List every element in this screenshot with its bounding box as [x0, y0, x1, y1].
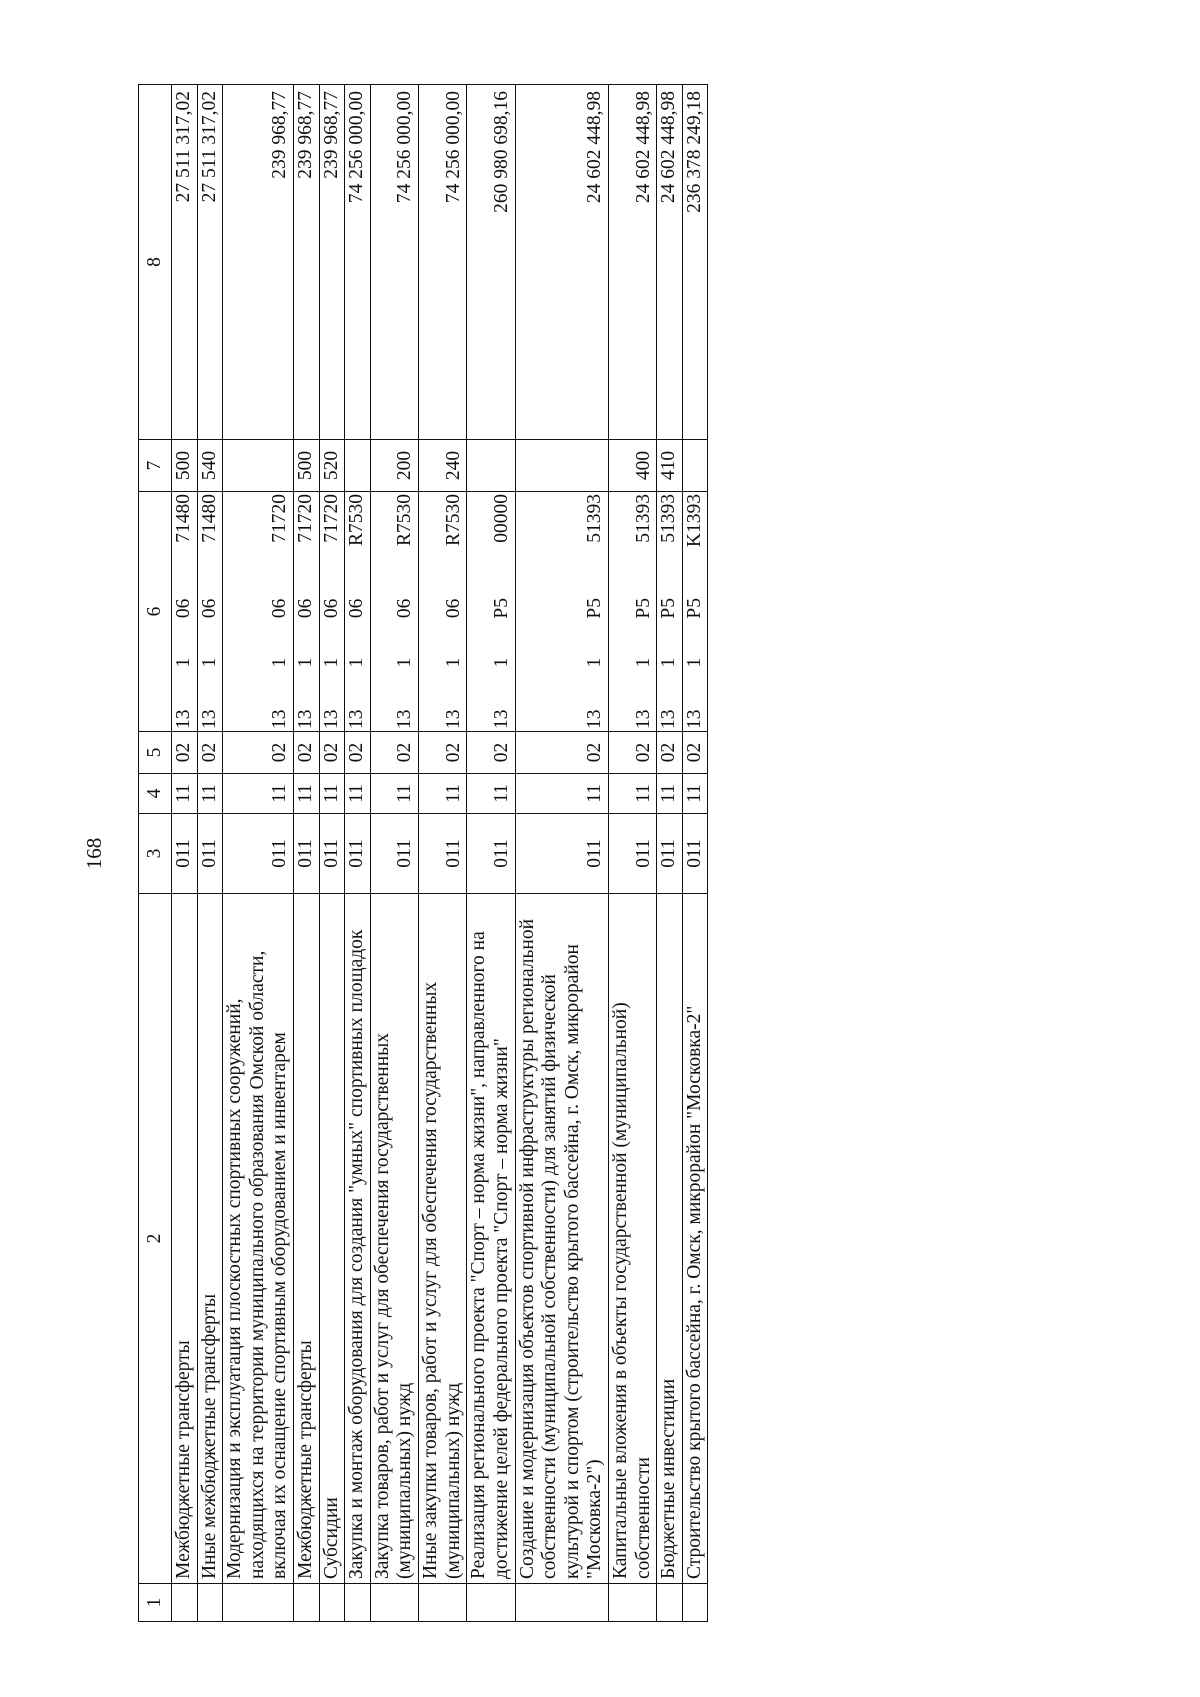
- target-article-cell: [608, 492, 656, 732]
- table-row: [172, 85, 198, 1622]
- header-col-7: 7: [139, 440, 172, 492]
- amount-cell: 236 378 249,18: [682, 85, 708, 440]
- subsection-code-cell: 02: [682, 732, 708, 774]
- target-article-cell: [682, 492, 708, 732]
- code-part: 06: [394, 598, 416, 619]
- section-code-cell: 11: [345, 774, 371, 814]
- expense-type-cell: 500: [294, 440, 320, 492]
- code-part: 1: [658, 657, 680, 668]
- amount-cell: 260 980 698,16: [467, 85, 515, 440]
- amount-cell: 27 511 317,02: [197, 85, 223, 440]
- row-number-cell: [197, 1584, 223, 1622]
- code-part: 13: [442, 709, 464, 729]
- header-col-1: 1: [139, 1584, 172, 1622]
- table-row: [608, 85, 656, 1622]
- amount-cell: 24 602 448,98: [608, 85, 656, 440]
- code-part: 06: [320, 598, 342, 619]
- code-part: 1: [269, 657, 291, 668]
- target-article-cell: [370, 492, 418, 732]
- row-name-cell: Строительство крытого бассейна, г. Омск, микрорайон "Московка-2": [682, 894, 708, 1584]
- target-article-code: [199, 494, 222, 729]
- target-article-code: [346, 494, 369, 729]
- code-part: 13: [346, 709, 368, 729]
- row-number-cell: [172, 1584, 198, 1622]
- header-col-8: 8: [139, 85, 172, 440]
- code-part: 51393: [632, 494, 654, 543]
- code-part: 06: [269, 598, 291, 619]
- code-part: 06: [346, 598, 368, 619]
- subsection-code-cell: 02: [608, 732, 656, 774]
- code-part: 06: [173, 598, 194, 619]
- target-article-code: [269, 494, 292, 729]
- amount-cell: 24 602 448,98: [657, 85, 683, 440]
- ministry-code-cell: 011: [197, 814, 223, 894]
- subsection-code-cell: 02: [223, 732, 294, 774]
- expense-type-cell: 400: [608, 440, 656, 492]
- row-number-cell: [223, 1584, 294, 1622]
- row-number-cell: [370, 1584, 418, 1622]
- code-part: P5: [584, 598, 606, 619]
- table-row: [515, 85, 608, 1622]
- amount-cell: 239 968,77: [294, 85, 320, 440]
- expense-type-cell: 240: [419, 440, 467, 492]
- section-code-cell: 11: [223, 774, 294, 814]
- subsection-code-cell: 02: [657, 732, 683, 774]
- expense-type-cell: 410: [657, 440, 683, 492]
- target-article-cell: [467, 492, 515, 732]
- table-row: [294, 85, 320, 1622]
- code-part: 51393: [584, 494, 606, 543]
- section-code-cell: 11: [294, 774, 320, 814]
- ministry-code-cell: 011: [419, 814, 467, 894]
- subsection-code-cell: 02: [172, 732, 198, 774]
- code-part: R7530: [346, 494, 368, 547]
- row-number-cell: [467, 1584, 515, 1622]
- table-header-row: [139, 85, 172, 1622]
- target-article-cell: [345, 492, 371, 732]
- row-number-cell: [294, 1584, 320, 1622]
- code-part: 13: [320, 709, 342, 729]
- expense-type-cell: [467, 440, 515, 492]
- header-col-4: 4: [139, 774, 172, 814]
- code-part: 1: [683, 657, 705, 668]
- table-body: [172, 85, 708, 1622]
- target-article-cell: [657, 492, 683, 732]
- target-article-code: [295, 494, 318, 729]
- code-part: R7530: [394, 494, 416, 547]
- section-code-cell: 11: [319, 774, 345, 814]
- table-row: [223, 85, 294, 1622]
- code-part: 06: [198, 598, 220, 619]
- target-article-cell: [319, 492, 345, 732]
- subsection-code-cell: 02: [345, 732, 371, 774]
- target-article-code: [443, 494, 466, 729]
- row-name-cell: Модернизация и эксплуатация плоскостных спортивных сооружений, находящихся на территории муниципального образования Омской области, включая их оснащение спортивным оборудованием и инвентарем: [223, 894, 294, 1584]
- row-number-cell: [345, 1584, 371, 1622]
- target-article-code: [684, 494, 707, 729]
- expense-type-cell: [223, 440, 294, 492]
- target-article-code: [321, 494, 344, 729]
- subsection-code-cell: 02: [467, 732, 515, 774]
- code-part: 1: [173, 657, 194, 668]
- header-col-5: 5: [139, 732, 172, 774]
- target-article-code: [633, 494, 656, 729]
- code-part: 71480: [198, 494, 220, 543]
- code-part: R7530: [442, 494, 464, 547]
- ministry-code-cell: 011: [223, 814, 294, 894]
- section-code-cell: 11: [682, 774, 708, 814]
- code-part: 13: [198, 709, 220, 729]
- table-row: [319, 85, 345, 1622]
- section-code-cell: 11: [657, 774, 683, 814]
- expense-type-cell: [345, 440, 371, 492]
- page-number: 168: [82, 837, 106, 870]
- code-part: 06: [295, 598, 317, 619]
- row-number-cell: [419, 1584, 467, 1622]
- code-part: 1: [320, 657, 342, 668]
- code-part: P5: [632, 598, 654, 619]
- row-name-cell: Капитальные вложения в объекты государственной (муниципальной) собственности: [608, 894, 656, 1584]
- target-article-code: [491, 494, 514, 729]
- ministry-code-cell: 011: [682, 814, 708, 894]
- target-article-cell: [172, 492, 198, 732]
- code-part: 13: [295, 709, 317, 729]
- section-code-cell: 11: [419, 774, 467, 814]
- section-code-cell: 11: [467, 774, 515, 814]
- code-part: P5: [658, 598, 680, 619]
- section-code-cell: 11: [608, 774, 656, 814]
- code-part: 13: [269, 709, 291, 729]
- code-part: 13: [658, 709, 680, 729]
- expense-type-cell: [515, 440, 608, 492]
- code-part: 1: [490, 657, 512, 668]
- section-code-cell: 11: [515, 774, 608, 814]
- ministry-code-cell: 011: [294, 814, 320, 894]
- subsection-code-cell: 02: [197, 732, 223, 774]
- code-part: 71720: [269, 494, 291, 543]
- code-part: 1: [295, 657, 317, 668]
- row-number-cell: [319, 1584, 345, 1622]
- ministry-code-cell: 011: [172, 814, 198, 894]
- amount-cell: 74 256 000,00: [345, 85, 371, 440]
- row-name-cell: Бюджетные инвестиции: [657, 894, 683, 1584]
- target-article-cell: [515, 492, 608, 732]
- subsection-code-cell: 02: [319, 732, 345, 774]
- row-name-cell: Межбюджетные трансферты: [172, 894, 198, 1584]
- header-col-3: 3: [139, 814, 172, 894]
- row-name-cell: Закупка товаров, работ и услуг для обеспечения государственных (муниципальных) нужд: [370, 894, 418, 1584]
- code-part: P5: [683, 598, 705, 619]
- table-row: [657, 85, 683, 1622]
- target-article-cell: [197, 492, 223, 732]
- row-name-cell: Реализация регионального проекта "Спорт – норма жизни", направленного на достижение целей федерального проекта "Спорт – норма жизни": [467, 894, 515, 1584]
- row-number-cell: [515, 1584, 608, 1622]
- row-number-cell: [657, 1584, 683, 1622]
- code-part: 71720: [295, 494, 317, 543]
- row-name-cell: Иные межбюджетные трансферты: [197, 894, 223, 1584]
- ministry-code-cell: 011: [515, 814, 608, 894]
- amount-cell: 24 602 448,98: [515, 85, 608, 440]
- amount-cell: 74 256 000,00: [370, 85, 418, 440]
- code-part: 13: [173, 709, 194, 729]
- table-row: [419, 85, 467, 1622]
- header-col-2: 2: [139, 894, 172, 1584]
- table-row: [345, 85, 371, 1622]
- subsection-code-cell: 02: [370, 732, 418, 774]
- code-part: 00000: [490, 494, 512, 543]
- table-row: [197, 85, 223, 1622]
- target-article-code: [173, 494, 196, 729]
- target-article-cell: [419, 492, 467, 732]
- code-part: 13: [584, 709, 606, 729]
- table-row: [682, 85, 708, 1622]
- amount-cell: 74 256 000,00: [419, 85, 467, 440]
- code-part: 13: [632, 709, 654, 729]
- section-code-cell: 11: [370, 774, 418, 814]
- subsection-code-cell: 02: [294, 732, 320, 774]
- ministry-code-cell: 011: [345, 814, 371, 894]
- code-part: 1: [632, 657, 654, 668]
- expense-type-cell: [682, 440, 708, 492]
- row-name-cell: Закупка и монтаж оборудования для создания "умных" спортивных площадок: [345, 894, 371, 1584]
- table-row: [370, 85, 418, 1622]
- target-article-code: [584, 494, 607, 729]
- code-part: 1: [198, 657, 220, 668]
- code-part: 71720: [320, 494, 342, 543]
- amount-cell: 239 968,77: [223, 85, 294, 440]
- row-name-cell: Иные закупки товаров, работ и услуг для обеспечения государственных (муниципальных) нужд: [419, 894, 467, 1584]
- target-article-code: [658, 494, 681, 729]
- code-part: P5: [490, 598, 512, 619]
- ministry-code-cell: 011: [467, 814, 515, 894]
- code-part: 51393: [658, 494, 680, 543]
- amount-cell: 239 968,77: [319, 85, 345, 440]
- ministry-code-cell: 011: [319, 814, 345, 894]
- row-number-cell: [682, 1584, 708, 1622]
- row-number-cell: [608, 1584, 656, 1622]
- code-part: 1: [394, 657, 416, 668]
- expense-type-cell: 540: [197, 440, 223, 492]
- row-name-cell: Создание и модернизация объектов спортивной инфраструктуры региональной собственности (муниципальной собственности) для занятий физической культурой и спортом (строительство крытого бассейна, г. Омск, микрорайон "Московка-2"): [515, 894, 608, 1584]
- ministry-code-cell: 011: [608, 814, 656, 894]
- header-col-6: 6: [139, 492, 172, 732]
- expense-type-cell: 200: [370, 440, 418, 492]
- code-part: 13: [394, 709, 416, 729]
- target-article-cell: [223, 492, 294, 732]
- target-article-code: [394, 494, 417, 729]
- amount-cell: 27 511 317,02: [172, 85, 198, 440]
- subsection-code-cell: 02: [515, 732, 608, 774]
- subsection-code-cell: 02: [419, 732, 467, 774]
- ministry-code-cell: 011: [657, 814, 683, 894]
- code-part: K1393: [683, 494, 705, 548]
- expense-type-cell: 500: [172, 440, 198, 492]
- target-article-cell: [294, 492, 320, 732]
- code-part: 1: [584, 657, 606, 668]
- row-name-cell: Межбюджетные трансферты: [294, 894, 320, 1584]
- row-name-cell: Субсидии: [319, 894, 345, 1584]
- code-part: 06: [442, 598, 464, 619]
- ministry-code-cell: 011: [370, 814, 418, 894]
- section-code-cell: 11: [172, 774, 198, 814]
- section-code-cell: 11: [197, 774, 223, 814]
- expense-type-cell: 520: [319, 440, 345, 492]
- code-part: 71480: [173, 494, 194, 543]
- code-part: 1: [442, 657, 464, 668]
- rotated-table-sheet: [82, 85, 1093, 1622]
- code-part: 13: [490, 709, 512, 729]
- table-row: [467, 85, 515, 1622]
- code-part: 13: [683, 709, 705, 729]
- code-part: 1: [346, 657, 368, 668]
- budget-table: [138, 84, 708, 1622]
